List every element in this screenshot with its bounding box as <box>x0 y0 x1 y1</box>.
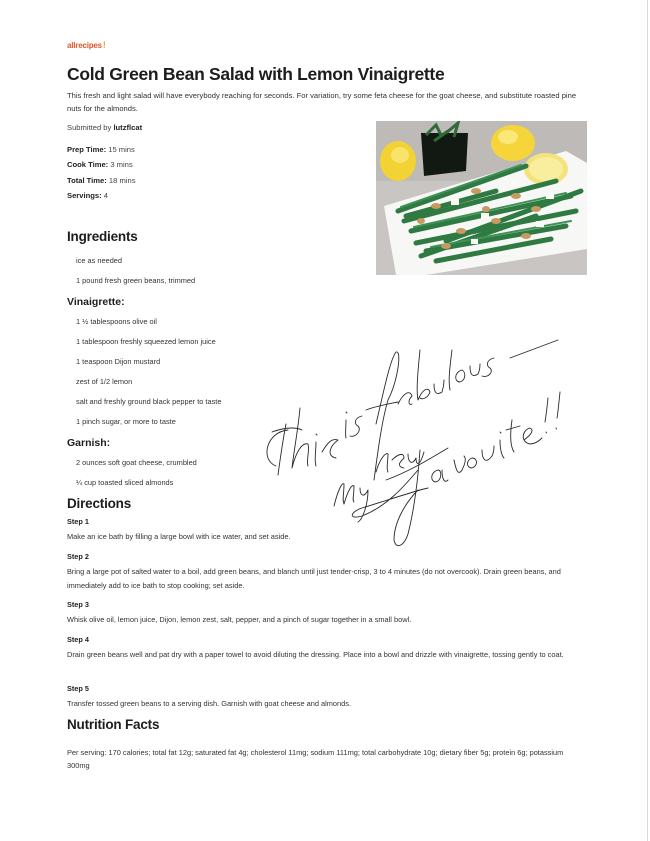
total-time-label: Total Time: <box>67 175 107 185</box>
green-bean-salad-image <box>376 121 587 275</box>
ingredient-item: 1 teaspoon Dijon mustard <box>76 357 161 366</box>
ingredient-item: ice as needed <box>76 256 123 265</box>
ingredients-heading: Ingredients <box>67 229 138 244</box>
scan-edge-line <box>647 0 648 841</box>
step-label: Step 4 <box>67 635 89 644</box>
recipe-title: Cold Green Bean Salad with Lemon Vinaigrette <box>67 64 445 84</box>
servings <box>67 188 136 203</box>
servings-label: Servings: <box>67 190 102 200</box>
recipe-photo <box>376 121 587 275</box>
submitted-by <box>67 123 142 132</box>
step-text: Transfer tossed green beans to a serving dish. Garnish with goat cheese and almonds. <box>67 699 352 708</box>
step-label: Step 1 <box>67 517 89 526</box>
nutrition-text: Per serving: 170 calories; total fat 12g; saturated fat 4g; cholesterol 11mg; sodium 111mg; total carbohydrate 10g; dietary fiber 5g; protein 6g; potassium 300mg <box>67 748 564 770</box>
ingredient-item: zest of 1/2 lemon <box>76 377 133 386</box>
ingredient-item: 1 ½ tablespoons olive oil <box>76 317 157 326</box>
handwritten-note <box>258 320 588 550</box>
recipe-meta <box>67 142 136 203</box>
cook-time <box>67 157 136 172</box>
logo-spoon-icon: ! <box>102 40 106 50</box>
ingredient-item: 1 pound fresh green beans, trimmed <box>76 276 196 285</box>
step-text: Drain green beans well and pat dry with a paper towel to avoid diluting the dressing. Place into a bowl and drizzle with vinaigrette, tossing gently to coat. <box>67 650 564 659</box>
directions-heading: Directions <box>67 496 132 511</box>
vinaigrette-heading: Vinaigrette: <box>67 296 125 308</box>
author-name: lutzflcat <box>113 123 143 132</box>
step-text: Whisk olive oil, lemon juice, Dijon, lemon zest, salt, pepper, and a pinch of sugar together in a small bowl. <box>67 615 412 624</box>
submitted-prefix: Submitted by <box>67 123 114 132</box>
nutrition-heading: Nutrition Facts <box>67 717 160 732</box>
ingredient-item: 1 tablespoon freshly squeezed lemon juice <box>76 337 216 346</box>
allrecipes-logo <box>67 40 106 50</box>
prep-time <box>67 142 136 157</box>
prep-time-value: 15 mins <box>106 145 135 154</box>
recipe-description: This fresh and light salad will have everybody reaching for seconds. For variation, try some feta cheese for the goat cheese, and substitute roasted pine nuts for the almonds. <box>67 91 577 113</box>
total-time-value: 18 mins <box>106 175 136 185</box>
step-label: Step 2 <box>67 552 89 561</box>
ingredient-item: salt and freshly ground black pepper to taste <box>76 397 222 406</box>
step-text: Make an ice bath by filling a large bowl with ice water, and set aside. <box>67 532 291 541</box>
garnish-heading: Garnish: <box>67 437 111 449</box>
ingredient-item: 1 pinch sugar, or more to taste <box>76 417 176 426</box>
logo-text: allrecipes <box>67 41 102 50</box>
ingredient-item: 2 ounces soft goat cheese, crumbled <box>76 458 197 467</box>
cook-time-label: Cook Time: <box>67 160 109 170</box>
cook-time-value: 3 mins <box>108 160 133 170</box>
servings-value: 4 <box>101 190 108 200</box>
step-label: Step 5 <box>67 684 89 693</box>
total-time <box>67 173 136 188</box>
step-text: Bring a large pot of salted water to a boil, add green beans, and blanch until just tender-crisp, 3 to 4 minutes (do not overcook). Drain green beans, and immediately add to ice bath to stop cooking; set aside. <box>67 567 561 590</box>
prep-time-label: Prep Time: <box>67 145 107 154</box>
ingredient-item: ¼ cup toasted sliced almonds <box>76 478 174 487</box>
step-label: Step 3 <box>67 600 89 609</box>
